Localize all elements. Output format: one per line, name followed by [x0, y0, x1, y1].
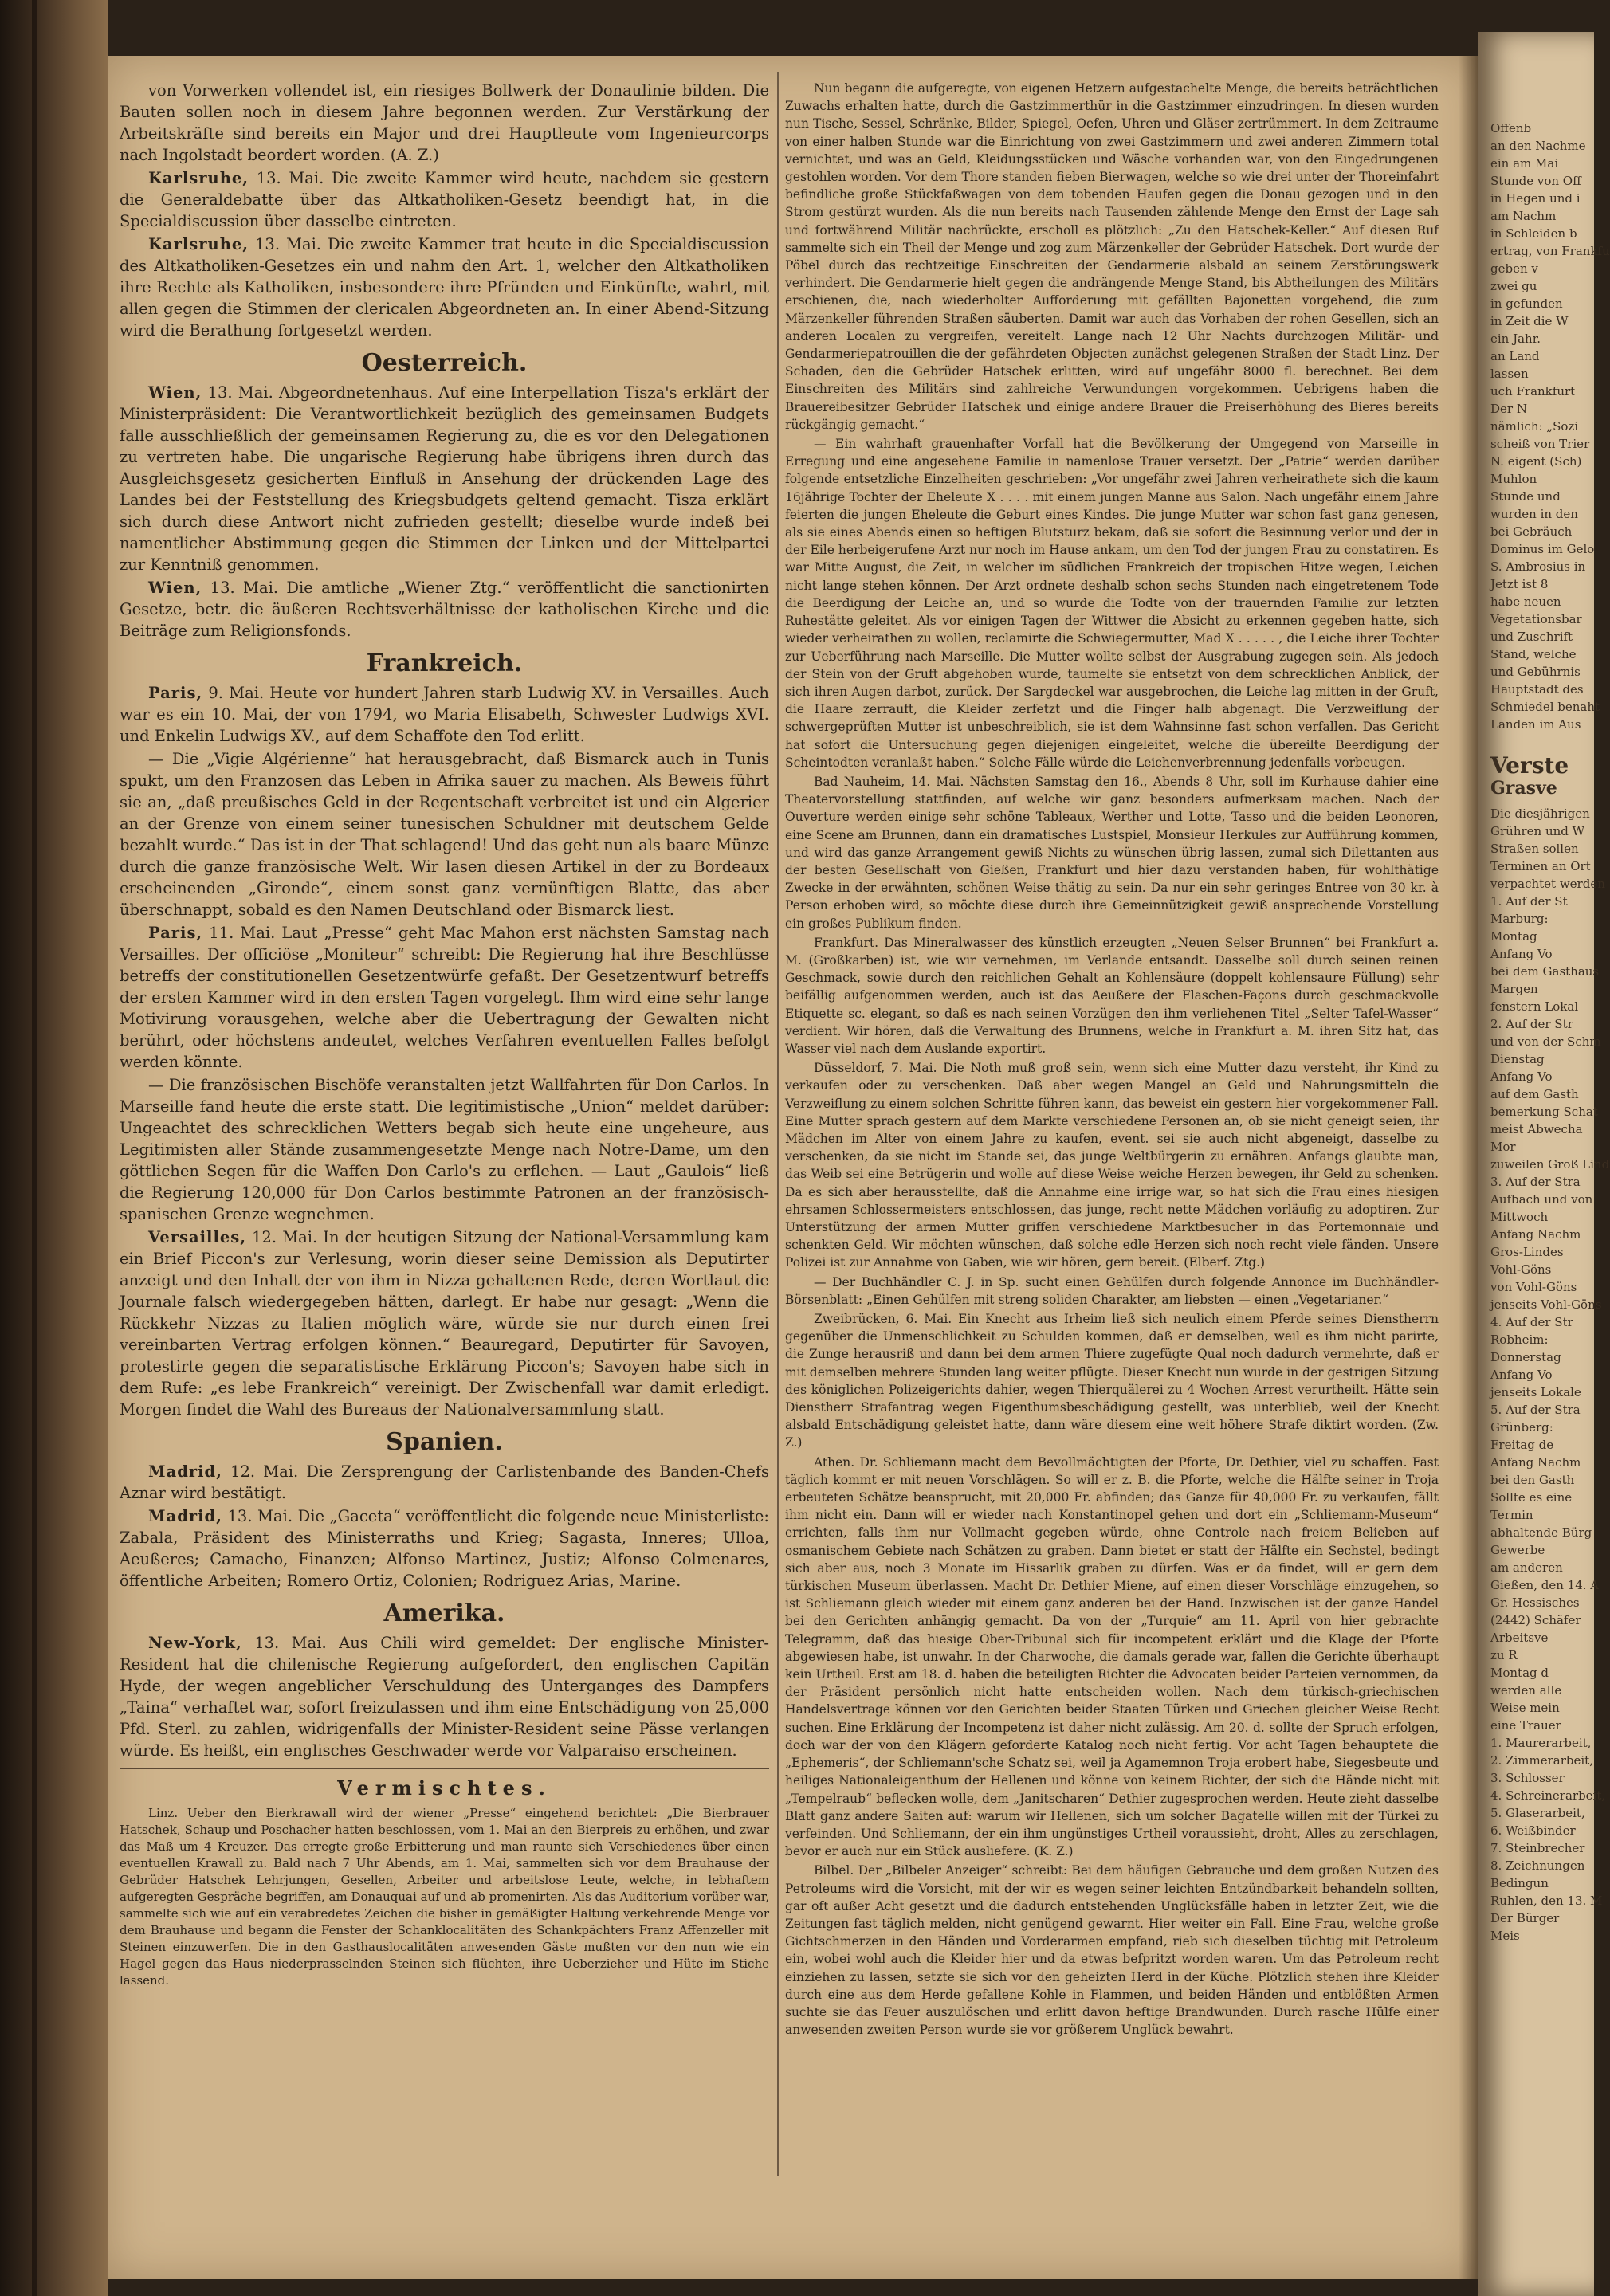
article-paragraph: [120, 80, 769, 166]
partial-text-line: und Zuschrift: [1490, 630, 1573, 644]
partial-text-line: bemerkung Schat: [1490, 1105, 1598, 1119]
section-heading: Frankreich.: [366, 650, 523, 677]
dateline: New-York,: [148, 1634, 242, 1652]
partial-text-line: fenstern Lokal: [1490, 999, 1579, 1014]
article-text: 13. Mai. Die „Gaceta“ veröffentlicht die folgende neue Ministerliste: Zabala, Präsident des Ministerraths und Krieg; Sagasta, Inneres; Ulloa, Aeußeres; Camacho, Finanzen; Alfonso Martinez, Justiz; Alfonso Colmenares, öffentliche Arbeiten; Romero Ortiz, Colonien; Rodriguez Arias, Marine.: [120, 1507, 769, 1590]
partial-text-line: an den Nachme: [1490, 139, 1586, 153]
partial-text-line: am anderen: [1490, 1560, 1563, 1575]
article-text: Frankfurt. Das Mineralwasser des künstlich erzeugten „Neuen Selser Brunnen“ bei Frankfurt a. M. (Großkarben) ist, wie wir vernehmen, im Verlande entsandt. Dasselbe soll durch seinen reinen Geschmack, sowie durch den reichlichen Gehalt an Kohlensäure (doppelt kohlensaure Füllung) sehr beifällig aufgenommen werden, auch ist das Aeußere der Flaschen-Façons durch geschmackvolle Etiquette sc. elegant, so daß es nach seinen Vorzügen den ihm verliehenen Titel „Selter Tafel-Wasser“ verdient. Wir hören, daß die Verwaltung des Brunnens, welche in Frankfurt a. M. ihren Sitz hat, das Wasser viel nach dem Auslande exportirt.: [785, 935, 1439, 1056]
dateline: Versailles,: [148, 1228, 247, 1246]
partial-text-line: Weise mein: [1490, 1701, 1560, 1715]
article-text: — Die französischen Bischöfe veranstalten jetzt Wallfahrten für Don Carlos. In Marseille fand heute die erste statt. Die legitimistische „Union“ meldet darüber: Ungeachtet des schrecklichen Wetters begab sich heute eine ungeheure, aus Legitimisten aller Stände zusammengesetzte Menge nach Notre-Dame, um den göttlichen Segen für die Waffen Don Carlo's zu erflehen. — Laut „Gaulois“ ließ die Regierung 120,000 für Don Carlos bestimmte Patronen an der französisch-spanischen Grenze wegnehmen.: [120, 1076, 769, 1223]
partial-text-line: in Schleiden b: [1490, 226, 1577, 241]
article-paragraph: [785, 435, 1439, 771]
article-paragraph: [785, 773, 1439, 932]
partial-text-line: 6. Weißbinder: [1490, 1823, 1576, 1838]
article-paragraph: [785, 1310, 1439, 1452]
article-paragraph: [785, 80, 1439, 434]
partial-text-line: 5. Auf der Stra: [1490, 1403, 1581, 1417]
partial-text-line: S. Ambrosius in: [1490, 559, 1586, 574]
partial-text-line: an Land: [1490, 349, 1540, 363]
article-text: — Der Buchhändler C. J. in Sp. sucht einen Gehülfen durch folgende Annonce im Buchhändler-Börsenblatt: „Einen Gehülfen mit streng soliden Charakter, am liebsten — einen „Vegetarianer.“: [785, 1274, 1439, 1307]
dateline: Paris,: [148, 924, 203, 942]
article-paragraph: [785, 1862, 1439, 2039]
dateline: Karlsruhe,: [148, 235, 249, 253]
partial-text-line: zuweilen Groß Lind: [1490, 1157, 1610, 1172]
right-page-strip: [1490, 120, 1610, 1945]
partial-text-line: jenseits Lokale: [1490, 1385, 1581, 1399]
partial-text-line: scheiß von Trier: [1490, 437, 1590, 451]
article-paragraph: [785, 934, 1439, 1058]
dateline: Karlsruhe,: [148, 169, 249, 187]
section-heading: Oesterreich.: [361, 349, 528, 377]
article-paragraph: [120, 1505, 769, 1592]
partial-text-line: eine Trauer: [1490, 1718, 1561, 1733]
partial-text-line: auf dem Gasth: [1490, 1087, 1579, 1101]
partial-text-line: Freitag de: [1490, 1438, 1554, 1452]
divider-rule: [120, 1768, 769, 1769]
partial-text-line: nämlich: „Sozi: [1490, 419, 1579, 434]
dateline: Wien,: [148, 383, 202, 402]
partial-text-line: ein Jahr.: [1490, 332, 1541, 346]
left-column: [120, 80, 769, 1991]
middle-column: [785, 80, 1439, 2040]
article-text: 13. Mai. Die zweite Kammer wird heute, nachdem sie gestern die Generaldebatte über das Altkatholiken-Gesetz beendigt hat, in die Specialdiscussion über dasselbe eintreten.: [120, 169, 769, 230]
article-paragraph: [120, 1074, 769, 1225]
partial-text-line: Grühren und W: [1490, 824, 1585, 838]
partial-text-line: 4. Auf der Str: [1490, 1315, 1573, 1329]
partial-text-line: abhaltende Bürg: [1490, 1525, 1592, 1540]
partial-text-line: 1. Auf der St: [1490, 894, 1568, 909]
article-text: Linz. Ueber den Bierkrawall wird der wiener „Presse“ eingehend berichtet: „Die Bierbrauer Hatschek, Schaup und Poschacher hatten beschlossen, vom 1. Mai an den Bierpreis zu erhöhen, und zwar das Maß um 4 Kreuzer. Das erregte große Erbitterung und man raunte sich Verschiedenes über einen eventuellen Krawall zu. Bald nach 7 Uhr Abends, am 1. Mai, sammelten sich vor dem Brauhause der Gebrüder Hatschek Lehrjungen, Gesellen, Arbeiter und arbeitslose Leute, welche, in lebhaftem aufgeregten Gespräche begriffen, am Donauquai auf und ab promenirten. Als das Auditorium vorüber war, sammelte sich wie auf ein verabredetes Zeichen die bisher in gemäßigter Haltung verkehrende Menge vor dem Brauhause und begann die Fenster der Schanklocalitäten des Schankpächters Franz Affenzeller mit Steinen einzuwerfen. Die in den Gasthauslocalitäten anwesenden Gäste mußten vor den nun wie ein Hagel gegen das Haus niederprasselnden Steinen sich flüchten, ihre Ueberzieher und Hüte im Stiche lassend.: [120, 1806, 769, 1988]
partial-text-line: Mor: [1490, 1140, 1516, 1154]
partial-text-line: N. eigent (Sch): [1490, 454, 1582, 469]
article-paragraph: [120, 1226, 769, 1420]
partial-text-line: Landen im Aus: [1490, 717, 1581, 732]
partial-text-line: Hauptstadt des: [1490, 682, 1584, 697]
partial-text-line: bei Gebräuch: [1490, 524, 1573, 539]
article-paragraph: [785, 1274, 1439, 1309]
partial-text-line: Aufbach und von: [1490, 1192, 1593, 1207]
article-text: Düsseldorf, 7. Mai. Die Noth muß groß sein, wenn sich eine Mutter dazu versteht, ihr Kind zu verkaufen oder zu verschenken. Daß aber wegen Mangel an Geld und Nahrungsmitteln die Verzweiflung zu einem solchen Schritte führen kann, das beweist ein gestern hier vorgekommener Fall. Eine Mutter sprach gestern auf dem Markte verschiedene Personen an, ob sie nicht geneigt seien, ihr Mädchen im Alter von einem Jahre zu kaufen, event. sei sie auch nicht abgeneigt, dasselbe zu verschenken, da sie nicht im Stande sei, das junge Weltbürgerin zu ernähren. Anfangs glaubte man, das Weib sei eine Betrügerin und wolle auf diese Weise weiche Herzen bewegen, ihr Geld zu schenken. Da es sich aber herausstellte, daß die Annahme eine irrige war, so hat sich die Frau eines hiesigen ehrsamen Schlossermeisters entschlossen, das junge, recht nette Mädchen vorläufig zu adoptiren. Zur Unterstützung der armen Mutter griffen verschiedene Marktbesucher in das Portemonnaie und schenkten Geld. Wir möchten wünschen, daß solche edle Herzen sich noch recht viele fänden. Unsere Polizei ist zur Annahme von Gaben, wie wir hören, gern bereit. (Elberf. Ztg.): [785, 1061, 1439, 1270]
partial-text-line: 7. Steinbrecher: [1490, 1841, 1585, 1855]
partial-text-line: Arbeitsve: [1490, 1631, 1549, 1645]
partial-text-line: Jetzt ist 8: [1490, 577, 1549, 591]
partial-text-line: Bedingun: [1490, 1876, 1549, 1890]
partial-text-line: Anfang Nachm: [1490, 1455, 1581, 1470]
partial-text-line: Offenb: [1490, 121, 1532, 135]
partial-text-line: habe neuen: [1490, 595, 1561, 609]
partial-text-line: ertrag, von Frankfu: [1490, 244, 1610, 258]
article-text: 9. Mai. Heute vor hundert Jahren starb Ludwig XV. in Versailles. Auch war es ein 10. Mai, der von 1794, wo Maria Elisabeth, Schwester Ludwigs XVI. und Enkelin Ludwigs XV., auf dem Schaffote den Tod erlitt.: [120, 684, 769, 745]
partial-text-line: und von der Schm: [1490, 1034, 1601, 1049]
partial-text-line: 2. Zimmerarbeit,: [1490, 1753, 1593, 1768]
partial-text-line: Straßen sollen: [1490, 842, 1579, 856]
article-paragraph: [120, 382, 769, 575]
partial-text-line: Dominus im Gelo: [1490, 542, 1595, 556]
article-text: 13. Mai. Abgeordnetenhaus. Auf eine Interpellation Tisza's erklärt der Ministerpräsident: Die Verantwortlichkeit bezüglich des gemeinsamen Budgets falle ausschließlich der gemeinsamen Regierung zu, die es vor den Delegationen zu vertreten habe. Die ungarische Regierung habe übrigens ihren durch das Ausgleichsgesetz gesicherten Einfluß in Ansehung der drückenden Lage des Landes bei der Feststellung des Kriegsbudgets geltend gemacht. Tisza erklärt sich durch diese Antwort nicht zufrieden gestellt; dieselbe wurde indeß bei namentlicher Abstimmung gegen die Stimmen der Linken und der Mittelpartei zur Kenntniß genommen.: [120, 383, 769, 574]
partial-text-line: Vegetationsbar: [1490, 612, 1582, 626]
article-text: 11. Mai. Laut „Presse“ geht Mac Mahon erst nächsten Samstag nach Versailles. Der officiöse „Moniteur“ schreibt: Die Regierung hat ihre Beschlüsse betreffs der constitutionellen Gesetzentwürfe gefaßt. Der Gesetzentwurf betreffs der ersten Kammer wird in den ersten Tagen vorgelegt. Ihm wird eine sehr lange Motivirung vorausgehen, welche aber die Uebertragung der Gewalten nicht berührt, oder höchstens andeutet, welches Verfahren eventuellen Falles befolgt werden könnte.: [120, 924, 769, 1071]
partial-text-line: verpachtet werden: [1490, 877, 1605, 891]
partial-text-line: Montag: [1490, 929, 1537, 944]
dateline: Paris,: [148, 684, 203, 702]
partial-text-line: bei dem Gasthaus: [1490, 964, 1600, 979]
section-heading: Spanien.: [386, 1428, 503, 1456]
dateline: Madrid,: [148, 1507, 222, 1525]
article-text: — Ein wahrhaft grauenhafter Vorfall hat die Bevölkerung der Umgegend von Marseille in Erregung und eine angesehene Familie in namenlose Trauer versetzt. Der „Patrie“ werden darüber folgende entsetzliche Einzelheiten geschrieben: „Vor ungefähr zwei Jahren verheirathete sich die kaum 16jährige Tochter der Eheleute X . . . . mit einem jungen Manne aus Salon. Nach ungefähr einem Jahre feierten die jungen Eheleute die Geburt eines Kindes. Die junge Mutter war schon fast ganz genesen, als sie eines Abends einen so heftigen Blutsturz bekam, daß sie sofort die Besinnung verlor und der in der Eile herbeigerufene Arzt nur noch im Hause ankam, um den Tod der jungen Frau zu constatiren. Es war Mitte August, die Zeit, in welcher im südlichen Frankreich der tropischen Hitze wegen, Leichen nicht lange stehen können. Der Arzt ordnete deshalb schon sechs Stunden nach eingetretenem Tode die Beerdigung der Leiche an, und so wurde die Todte von der trauernden Familie zur letzten Ruhestätte geleitet. Als vor einigen Tagen der Wittwer die Absicht zu erkennen gegeben hatte, sich wieder verheirathen zu wollen, reclamirte die Schwiegermutter, Mad X . . . . . , die Leiche ihrer Tochter zur Ueberführung nach Marseille. Die Mutter wollte selbst der Ausgrabung zugegen sein. Als jedoch der Stein von der Gruft abgehoben wurde, taumelte sie entsetzt von dem schrecklichen Anblick, der sich ihren Augen darbot, zurück. Der Sargdeckel war ausgebrochen, die Leiche lag mitten in der Gruft, die Haare zerrauft, die Kleider zerfetzt und die Finger halb abgenagt. Die Verzweiflung der schwergeprüften Mutter ist unbeschreiblich, sie ist dem Wahnsinne fast schon verfallen. Das Gericht hat sofort die Untersuchung gegen diejenigen eingeleitet, welche die übereilte Beerdigung der Scheintodten veranlaßt haben.“ Solche Fälle würde die Leichenverbrennung jedenfalls vorbeugen.: [785, 437, 1439, 770]
partial-text-line: Die diesjährigen: [1490, 807, 1590, 821]
partial-text-line: Anfang Vo: [1490, 1368, 1553, 1382]
article-text: 13. Mai. Die amtliche „Wiener Ztg.“ veröffentlicht die sanctionirten Gesetze, betr. die äußeren Rechtsverhältnisse der katholischen Kirche und die Beiträge zum Religionsfonds.: [120, 579, 769, 640]
article-paragraph: [120, 1632, 769, 1761]
spine-stripe: [32, 0, 37, 2296]
partial-text-line: in Zeit die W: [1490, 314, 1569, 328]
partial-text-line: Gießen, den 14. A: [1490, 1578, 1600, 1592]
partial-text-line: zwei gu: [1490, 279, 1537, 293]
partial-text-line: Stand, welche: [1490, 647, 1577, 661]
article-text: Zweibrücken, 6. Mai. Ein Knecht aus Irheim ließ sich neulich einem Pferde seines Dienstherrn gegenüber die Unmenschlichkeit zu Schulden kommen, daß er demselben, weil es ihm nicht parirte, die Zunge herausriß und dann bei dem armen Thiere zugefügte Qual noch dadurch vermehrte, daß er mit demselben mehrere Stunden lang weiter pflügte. Dieser Knecht nun wurde in der gestrigen Sitzung des königlichen Polizeigerichts dahier, wegen Thierquälerei zu 4 Wochen Arrest verurtheilt. Hätte sein Dienstherr Strafantrag wegen Eigenthumsbeschädigung gestellt, was unterblieb, weil der Knecht alsbald Entschädigung geleistet hatte, dann wäre diesem eine weit höhere Strafe diktirt worden. (Zw. Z.): [785, 1312, 1439, 1450]
article-paragraph: [785, 1454, 1439, 1861]
partial-text-line: Anfang Vo: [1490, 947, 1553, 961]
partial-text-line: Der Bürger: [1490, 1911, 1560, 1925]
article-text: — Die „Vigie Algérienne“ hat herausgebracht, daß Bismarck auch in Tunis spukt, um den Franzosen das Leben in Afrika sauer zu machen. Als Beweis führt sie an, „daß preußisches Geld in der Regentschaft verbreitet ist und ein Algerier an der Grenze von einem seiner tunesischen Schuldner mit deutschem Gelde bezahlt wurde.“ Das ist in der That schlagend! Und das geht nun als baare Münze durch die ganze französische Welt. Wir lasen diesen Artikel in der zu Bordeaux erscheinenden „Gironde“, einem sonst ganz vernünftigen Blatte, das aber überschnappt, sobald es den Namen Deutschland oder Bismarck liest.: [120, 750, 769, 919]
partial-text-line: in gefunden: [1490, 296, 1563, 311]
partial-text-line: Marburg:: [1490, 912, 1549, 926]
partial-text-line: Stunde von Off: [1490, 174, 1581, 188]
partial-text-line: Ruhlen, den 13. M: [1490, 1894, 1603, 1908]
dateline: Wien,: [148, 579, 202, 597]
article-paragraph: [120, 748, 769, 920]
article-text: Bad Nauheim, 14. Mai. Nächsten Samstag den 16., Abends 8 Uhr, soll im Kurhause dahier eine Theatervorstellung stattfinden, auf welche wir ganz besonders aufmerksam machen. Nach der Ouverture werden einige sehr schöne Tableaux, Werther und Lotte, Tasso und die beiden Leonoren, eine Scene am Brunnen, dann ein dramatisches Lustspiel, Monsieur Herkules zur Aufführung kommen, und wird das ganze Arrangement gewiß Nichts zu wünschen übrig lassen, zumal sich Dilettanten aus der besten Gesellschaft von Gießen, Frankfurt und hier dazu verstanden haben, für wohlthätige Zwecke in der erwähnten, schönen Weise thätig zu sein. Da nur ein sehr geringes Entree von 30 kr. à Person erhoben wird, so möchte diese durch ihre Gemeinnützigkeit gewiß ansprechende Vorstellung ein großes Publikum finden.: [785, 774, 1439, 931]
article-text: Athen. Dr. Schliemann macht dem Bevollmächtigten der Pforte, Dr. Dethier, viel zu schaffen. Fast täglich kommt er mit neuen Vorschlägen. So will er z. B. die Pforte, welche die Hälfte seiner in Troja erbeuteten Schätze beansprucht, mit 20,000 Fr. abfinden; das Ganze für 40,000 Fr. zu verkaufen, fällt ihm nicht ein. Dann will er wieder nach Konstantinopel gehen und dort ein „Schliemann-Museum“ errichten, falls ihm nur Vollmacht gegeben würde, ohne Controle nach freiem Belieben auf osmanischem Gebiete nach Schätzen zu graben. Dann bietet er statt der Hälfte ein Sechstel, bedingt sich aber aus, noch 3 Monate im Hissarlik graben zu dürfen. Was er da findet, will er gern dem türkischen Museum überlassen. Macht Dr. Dethier Miene, auf einen dieser Vorschläge einzugehen, so ist Schliemann gleich wieder mit einem ganz anderen bei der Hand. Inzwischen ist der ganze Handel bei den Gerichten anhängig gemacht. Da von der „Turquie“ am 11. April von hier gebrachte Telegramm, daß das hiesige Ober-Tribunal sich für incompetent erklärt und die Klage der Pforte abgewiesen habe, ist unwahr. In der Charwoche, die damals gerade war, fallen die Gerichte überhaupt kein Urtheil. Erst am 18. d. haben die beteiligten Richter die Advocaten beider Parteien vernommen, da der Präsident persönlich nicht hatte entscheiden wollen. Nach dem türkisch-griechischen Handelsvertrage können vor den Gerichten beider Staaten Türken und Griechen gleicher Weise Recht suchen. Eine Erklärung der Incompetenz ist daher nicht zulässig. Am 20. d. sollte der Spruch erfolgen, doch war der von den Klägern geforderte Katalog noch nicht fertig. Vor acht Tagen behauptete die „Ephemeris“, der Schliemann'sche Schatz sei, weil ja Agamemnon Troja erobert habe, Siegesbeute und heiliges Nationaleigenthum der Hellenen und könne von keinem Richter, der sich die Hände nicht mit „Tempelraub“ beflecken wolle, dem „Janitscharen“ Dethier zugesprochen werden. Heute zieht dasselbe Blatt ganz andere Saiten auf: warum wir Hellenen, sich um solcher Bagatelle willen mit der Türkei zu verfeinden. Und Schliemann, der ein ihm ungünstiges Urtheil voraussieht, droht, Alles zu zerschlagen, bevor er auch nur ein Stück ausliefere. (K. Z.): [785, 1454, 1439, 1859]
partial-text-line: am Nachm: [1490, 209, 1557, 223]
partial-text-line: Anfang Vo: [1490, 1070, 1553, 1084]
section-subheading: Grasve: [1490, 778, 1557, 799]
partial-text-line: wurden in den: [1490, 507, 1578, 521]
partial-text-line: Stunde und: [1490, 489, 1561, 504]
partial-text-line: lassen: [1490, 367, 1529, 381]
partial-text-line: werden alle: [1490, 1683, 1562, 1697]
article-text: von Vorwerken vollendet ist, ein riesiges Bollwerk der Donaulinie bilden. Die Bauten sollen noch in diesem Jahre begonnen werden. Zur Verstärkung der Arbeitskräfte sind bereits ein Major und drei Hauptleute vom Ingenieurcorps nach Ingolstadt beordert worden. (A. Z.): [120, 81, 769, 164]
section-heading: Amerika.: [383, 1599, 505, 1627]
partial-text-line: jenseits Vohl-Göns: [1490, 1297, 1602, 1312]
partial-text-line: 3. Schlosser: [1490, 1771, 1565, 1785]
partial-text-line: Vohl-Göns: [1490, 1262, 1552, 1277]
article-text: Nun begann die aufgeregte, von eigenen Hetzern aufgestachelte Menge, die bereits beträchtlichen Zuwachs erhalten hatte, durch die Gastzimmerthür in die Gastzimmer einzudringen. In diesen wurden nun Tische, Sessel, Schränke, Bilder, Spiegel, Oefen, Uhren und Gläser zertrümmert. In dem Zeitraume von einer halben Stunde war die Einrichtung von zwei Gastzimmern und zwei anderen Zimmern total vernichtet, und was an Geld, Kleidungsstücken und Wäsche vorhanden war, von den Eingedrungenen gestohlen worden. Vor dem Thore standen fieben Bierwagen, welche so wie drei unter der Thoreinfahrt befindliche große Stückfaßwagen von dem tobenden Haufen gegen die Donau gezogen und in den Strom gestürzt wurden. Als die nun bereits nach Tausenden zählende Menge den Ernst der Lage sah und fortwährend Militär nachrückte, erscholl es plötzlich: „Zu den Hatschek-Keller.“ Auf diesen Ruf sammelte sich ein Theil der Menge und zog zum Märzenkeller der Gebrüder Hatschek. Dort wurde der Pöbel durch das rechtzeitige Einschreiten der Gendarmerie alsbald an seinem Zerstörungswerk verhindert. Die Gendarmerie hielt gegen die andrängende Menge Stand, bis Abtheilungen des Militärs erschienen, die, nach wiederholter Aufforderung mit gefällten Bajonetten vorgehend, die zum Märzenkeller führenden Straßen säuberten. Damit war auch das Vorhaben der rohen Gesellen, sich an anderen Localen zu vergreifen, vereitelt. Lange nach 12 Uhr Nachts durchzogen Militär- und Gendarmeriepatrouillen die der gefährdeten Objecten zunächst gelegenen Straßen der Stadt Linz. Der Schaden, den die Gebrüder Hatschek erlitten, wird auf ungefähr 8000 fl. berechnet. Bei dem Einschreiten des Militärs sind zahlreiche Verwundungen vorgekommen. Uebrigens haben die Brauereibesitzer Gebrüder Hatschek und einige andere Brauer die Preiserhöhung des Bieres bereits rückgängig gemacht.“: [785, 81, 1439, 432]
partial-text-line: Robheim:: [1490, 1332, 1549, 1347]
partial-text-line: Mittwoch: [1490, 1210, 1549, 1224]
partial-text-line: 1. Maurerarbeit,: [1490, 1736, 1592, 1750]
partial-text-line: 5. Glaserarbeit,: [1490, 1806, 1585, 1820]
partial-text-line: Gros-Lindes: [1490, 1245, 1564, 1259]
partial-text-line: 4. Schreinerarbeit,: [1490, 1788, 1606, 1803]
book-spine-edge: [0, 0, 108, 2296]
partial-text-line: Termin: [1490, 1508, 1533, 1522]
article-paragraph: [120, 234, 769, 341]
article-paragraph: [120, 167, 769, 232]
partial-text-line: uch Frankfurt: [1490, 384, 1576, 398]
partial-text-line: in Hegen und i: [1490, 191, 1581, 206]
article-text: 13. Mai. Die zweite Kammer trat heute in die Specialdiscussion des Altkatholiken-Gesetzes ein und nahm den Art. 1, welcher den Altkatholiken ihre Rechte als Katholiken, insbesondere ihre Pfründen und Einkünfte, wahrt, mit allen gegen die Stimmen der clericalen Abgeordneten an. In einer Abend-Sitzung wird die Berathung fortgesetzt werden.: [120, 235, 769, 339]
partial-text-line: bei den Gasth: [1490, 1473, 1575, 1487]
partial-text-line: Schmiedel benaht: [1490, 700, 1600, 714]
partial-text-line: Anfang Nachm: [1490, 1227, 1581, 1242]
section-heading: Verste: [1490, 752, 1569, 779]
article-paragraph: [120, 682, 769, 747]
partial-text-line: von Vohl-Göns: [1490, 1280, 1577, 1294]
column-divider: [777, 72, 779, 2176]
partial-text-line: Terminen an Ort: [1490, 859, 1591, 873]
article-paragraph: [120, 1805, 769, 1989]
article-text: 13. Mai. Aus Chili wird gemeldet: Der englische Minister-Resident hat die chilenische Regierung aufgefordert, den englischen Capitän Hyde, der wegen angeblicher Verschuldung des Unterganges des Dampfers „Taina“ verhaftet war, sofort freizulassen und ihm eine Entschädigung von 25,000 Pfd. Sterl. zu zahlen, widrigenfalls der Minister-Resident seine Pässe verlangen würde. Es heißt, ein englisches Geschwader werde vor Valparaiso erscheinen.: [120, 1634, 769, 1760]
partial-text-line: meist Abwecha: [1490, 1122, 1583, 1136]
partial-text-line: Der N: [1490, 402, 1527, 416]
partial-text-line: zu R: [1490, 1648, 1518, 1662]
partial-text-line: ein am Mai: [1490, 156, 1559, 171]
partial-text-line: Muhlon: [1490, 472, 1537, 486]
article-paragraph: [120, 922, 769, 1073]
article-text: 12. Mai. Die Zersprengung der Carlistenbande des Banden-Chefs Aznar wird bestätigt.: [120, 1462, 769, 1502]
partial-text-line: Meis: [1490, 1929, 1520, 1943]
partial-text-line: Montag d: [1490, 1666, 1549, 1680]
partial-text-line: geben v: [1490, 261, 1538, 276]
partial-text-line: und Gebührnis: [1490, 665, 1581, 679]
article-paragraph: [785, 1059, 1439, 1271]
article-text: Bilbel. Der „Bilbeler Anzeiger“ schreibt: Bei dem häufigen Gebrauche und dem großen Nutzen des Petroleums wird die Vorsicht, mit der wir es wegen seiner leichten Entzündbarkeit behandeln sollten, gar oft außer Acht gesetzt und die dadurch entstehenden Unglücksfälle haben in letzter Zeit, wie die Zeitungen fast täglich melden, nicht genügend gewarnt. Hier weiter ein Fall. Eine Frau, welche große Gichtschmerzen in den Händen und Vorderarmen empfand, rieb sich dieselben tüchtig mit Petroleum ein, wobei wohl auch die Kleider hier und da etwas beſpritzt worden waren. Um das Petroleum recht einziehen zu lassen, setzte sie sich vor den geheizten Herd in der Küche. Plötzlich stehen ihre Kleider durch eine aus dem Herde gefallene Kohle in Flammen, und beiden Händen und entblößten Armen suchte sie das Feuer auszulöschen und erlitt davon heftige Brandwunden. Durch rasche Hülfe einer anwesenden zweiten Person wurde sie vor größerem Unglück bewahrt.: [785, 1863, 1439, 2038]
partial-text-line: Sollte es eine: [1490, 1490, 1573, 1505]
partial-text-line: Gewerbe: [1490, 1543, 1545, 1557]
dateline: Madrid,: [148, 1462, 222, 1481]
partial-text-line: (2442) Schäfer: [1490, 1613, 1581, 1627]
partial-text-line: Dienstag: [1490, 1052, 1545, 1066]
partial-text-line: 2. Auf der Str: [1490, 1017, 1573, 1031]
section-heading: Vermischtes.: [337, 1776, 552, 1800]
article-paragraph: [120, 1461, 769, 1504]
partial-text-line: Grünberg:: [1490, 1420, 1553, 1435]
article-paragraph: [120, 577, 769, 642]
partial-text-line: Gr. Hessisches: [1490, 1595, 1580, 1610]
partial-text-line: Margen: [1490, 982, 1538, 996]
partial-text-line: 8. Zeichnungen: [1490, 1858, 1585, 1873]
article-text: 12. Mai. In der heutigen Sitzung der National-Versammlung kam ein Brief Piccon's zur Verlesung, worin dieser seine Demission als Deputirter anzeigt und den Inhalt der von ihm in Nizza gehaltenen Rede, deren Wortlaut die Journale falsch wiedergegeben hätten, darlegt. Er habe nur gesagt: „Wenn die Rückkehr Nizzas zu Italien möglich wäre, würde sie nur durch einen frei vereinbarten Vertrag erfolgen können.“ Beauregard, Deputirter für Savoyen, protestirte gegen die separatistische Erklärung Piccon's; Savoyen habe sich in dem Rufe: „es lebe Frankreich“ vereinigt. Der Zwischenfall war damit erledigt. Morgen findet die Wahl des Bureaus der Nationalversammlung statt.: [120, 1228, 769, 1419]
partial-text-line: Donnerstag: [1490, 1350, 1561, 1364]
partial-text-line: 3. Auf der Stra: [1490, 1175, 1581, 1189]
